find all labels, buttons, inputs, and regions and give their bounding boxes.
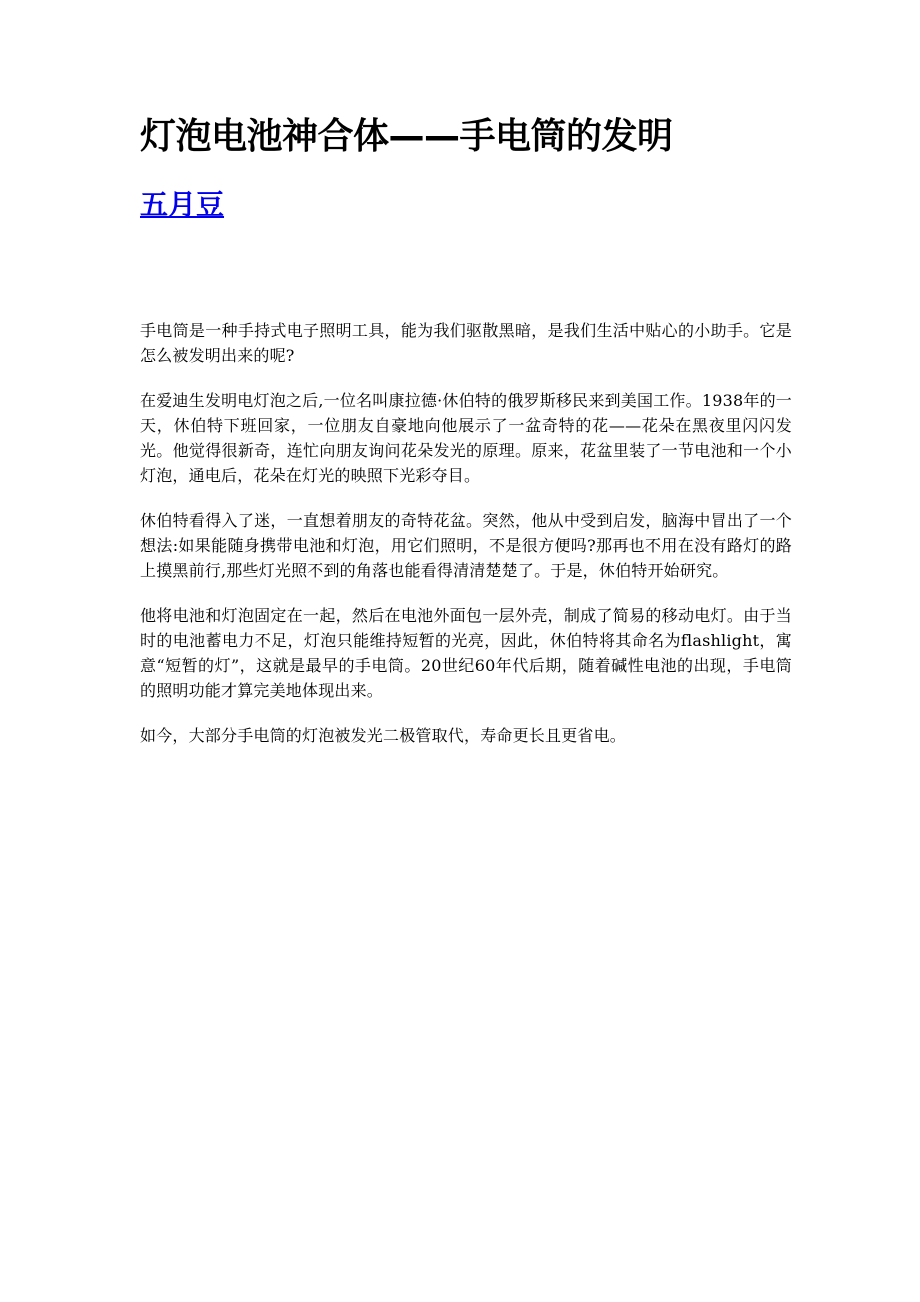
article-title: 灯泡电池神合体——手电筒的发明 xyxy=(140,116,673,157)
author-link[interactable]: 五月豆 xyxy=(140,188,225,221)
paragraph-invention: 他将电池和灯泡固定在一起，然后在电池外面包一层外壳，制成了简易的移动电灯。由于当时的电池蓄电力不足，灯泡只能维持短暂的光亮，因此，休伯特将其命名为flashlight，寓意“短暂的灯”，这就是最早的手电筒。20世纪60年代后期，随着碱性电池的出现，手电筒的照明功能才算完美地体现出来。 xyxy=(140,606,792,700)
paragraph-today: 如今，大部分手电筒的灯泡被发光二极管取代，寿命更长且更省电。 xyxy=(140,726,627,745)
paragraph-origin: 在爱迪生发明电灯泡之后,一位名叫康拉德·休伯特的俄罗斯移民来到美国工作。1938年的一天，休伯特下班回家，一位朋友自豪地向他展示了一盆奇特的花——花朵在黑夜里闪闪发光。他觉得很新奇，连忙向朋友询问花朵发光的原理。原来，花盆里装了一节电池和一个小灯泡，通电后，花朵在灯光的映照下光彩夺目。 xyxy=(140,391,792,485)
article-body xyxy=(140,318,792,768)
paragraph-idea: 休伯特看得入了迷，一直想着朋友的奇特花盆。突然，他从中受到启发，脑海中冒出了一个想法:如果能随身携带电池和灯泡，用它们照明，不是很方便吗?那再也不用在没有路灯的路上摸黑前行,那些灯光照不到的角落也能看得清清楚楚了。于是，休伯特开始研究。 xyxy=(140,511,792,580)
paragraph-intro: 手电筒是一种手持式电子照明工具，能为我们驱散黑暗，是我们生活中贴心的小助手。它是怎么被发明出来的呢? xyxy=(140,321,792,365)
